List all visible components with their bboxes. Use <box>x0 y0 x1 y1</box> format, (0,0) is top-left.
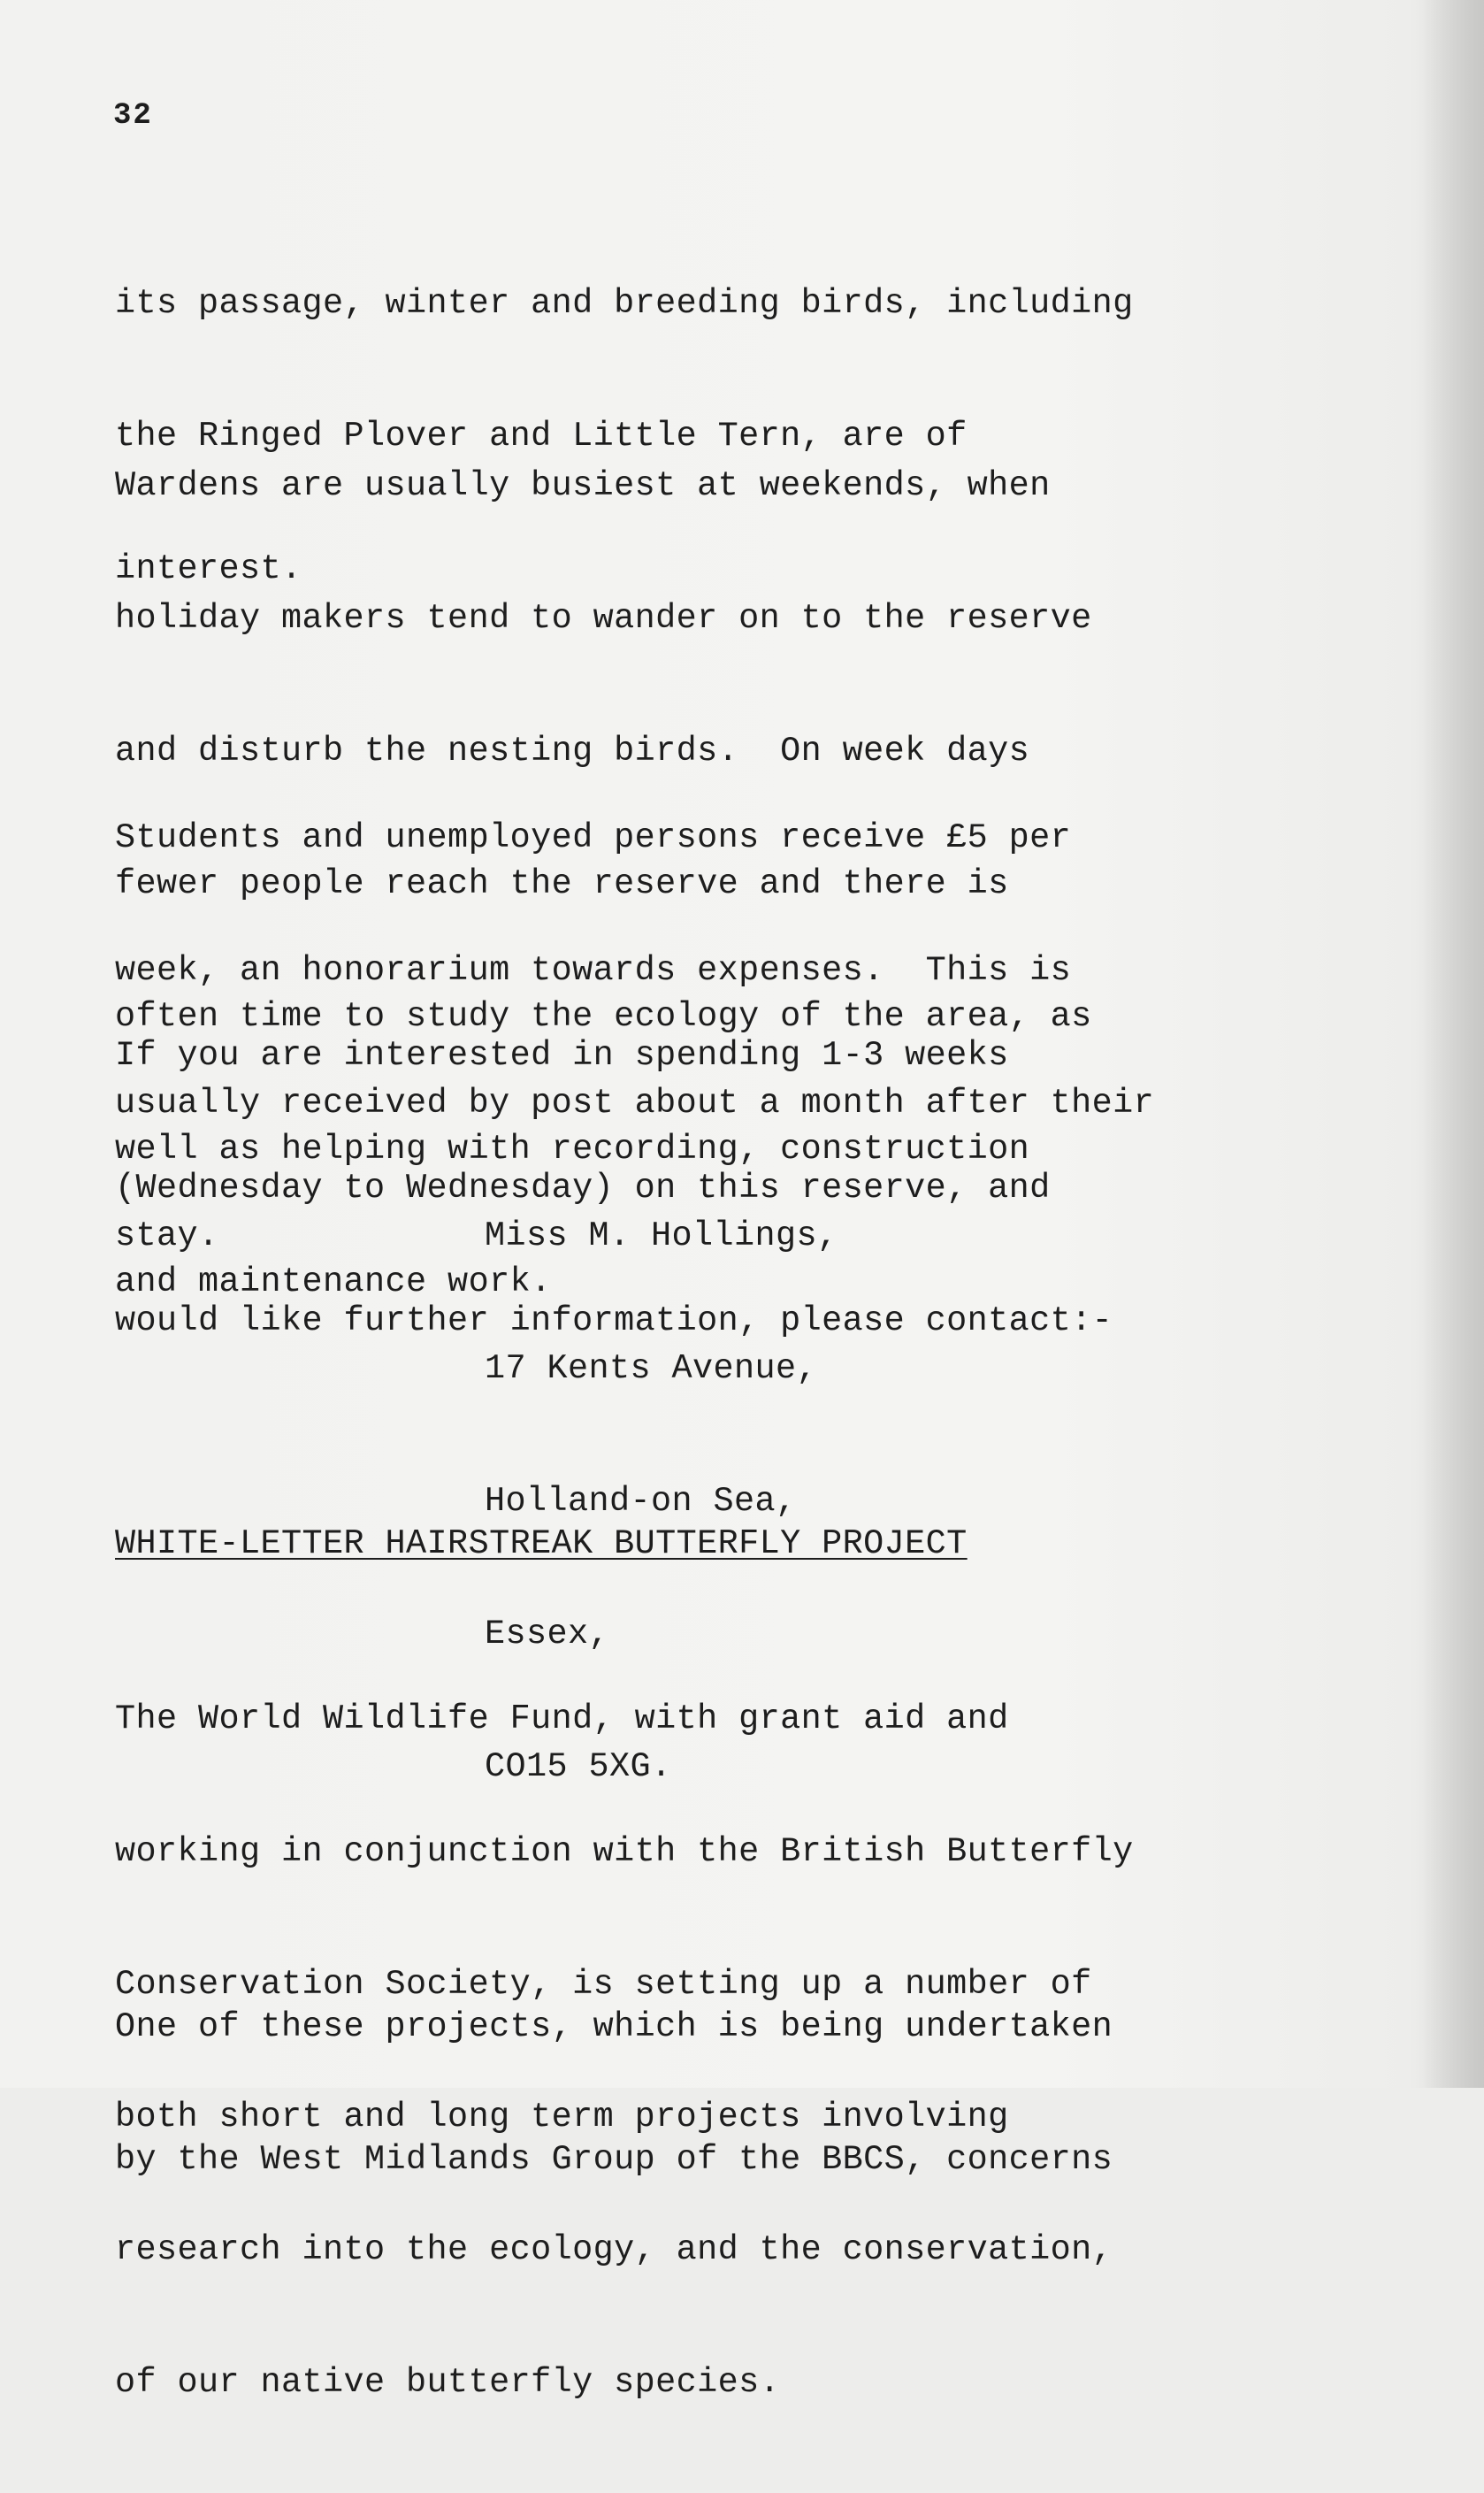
text-line: Students and unemployed persons receive £5 per <box>115 818 1072 857</box>
text-line: and maintenance work. <box>115 1262 552 1301</box>
text-line: often time to study the ecology of the area, as <box>115 997 1092 1036</box>
address-line: Miss M. Hollings, <box>485 1216 838 1255</box>
text-line: and disturb the nesting birds. On week days <box>115 732 1030 771</box>
page-number: 32 <box>113 99 153 133</box>
text-line: holiday makers tend to wander on to the reserve <box>115 599 1092 638</box>
address-line: CO15 5XG. <box>485 1747 672 1786</box>
text-line: The World Wildlife Fund, with grant aid and <box>115 1699 1009 1738</box>
text-line: fewer people reach the reserve and there is <box>115 864 1009 903</box>
text-line: interest. <box>115 549 302 588</box>
text-line: the Ringed Plover and Little Tern, are of <box>115 417 968 456</box>
text-line: stay. <box>115 1216 219 1255</box>
text-line: Conservation Society, is setting up a number of <box>115 1965 1092 2004</box>
address-line: Essex, <box>485 1615 610 1653</box>
text-line: its passage, winter and breeding birds, including <box>115 284 1134 323</box>
text-line: by the West Midlands Group of the BBCS, concerns <box>115 2140 1113 2179</box>
paragraph-west-midlands <box>115 1916 1442 2270</box>
text-line: both short and long term projects involving <box>115 2098 1009 2136</box>
text-line: usually received by post about a month after their <box>115 1084 1155 1123</box>
text-line: (Wednesday to Wednesday) on this reserve, and <box>115 1169 1051 1208</box>
text-line: of our native butterfly species. <box>115 2363 781 2402</box>
text-line: Wardens are usually busiest at weekends, when <box>115 466 1051 505</box>
section-heading: WHITE-LETTER HAIRSTREAK BUTTERFLY PROJECT <box>115 1524 968 1563</box>
text-line: If you are interested in spending 1-3 weeks <box>115 1036 1009 1075</box>
text-line: well as helping with recording, construction <box>115 1130 1030 1169</box>
text-line: One of these projects, which is being undertaken <box>115 2007 1113 2046</box>
text-line: working in conjunction with the British Butterfly <box>115 1832 1134 1871</box>
text-line: research into the ecology, and the conservation, <box>115 2230 1113 2269</box>
address-line: Holland-on Sea, <box>485 1482 797 1521</box>
text-line: week, an honorarium towards expenses. This is <box>115 951 1072 990</box>
text-line: would like further information, please contact:- <box>115 1301 1113 1340</box>
address-line: 17 Kents Avenue, <box>485 1349 818 1388</box>
